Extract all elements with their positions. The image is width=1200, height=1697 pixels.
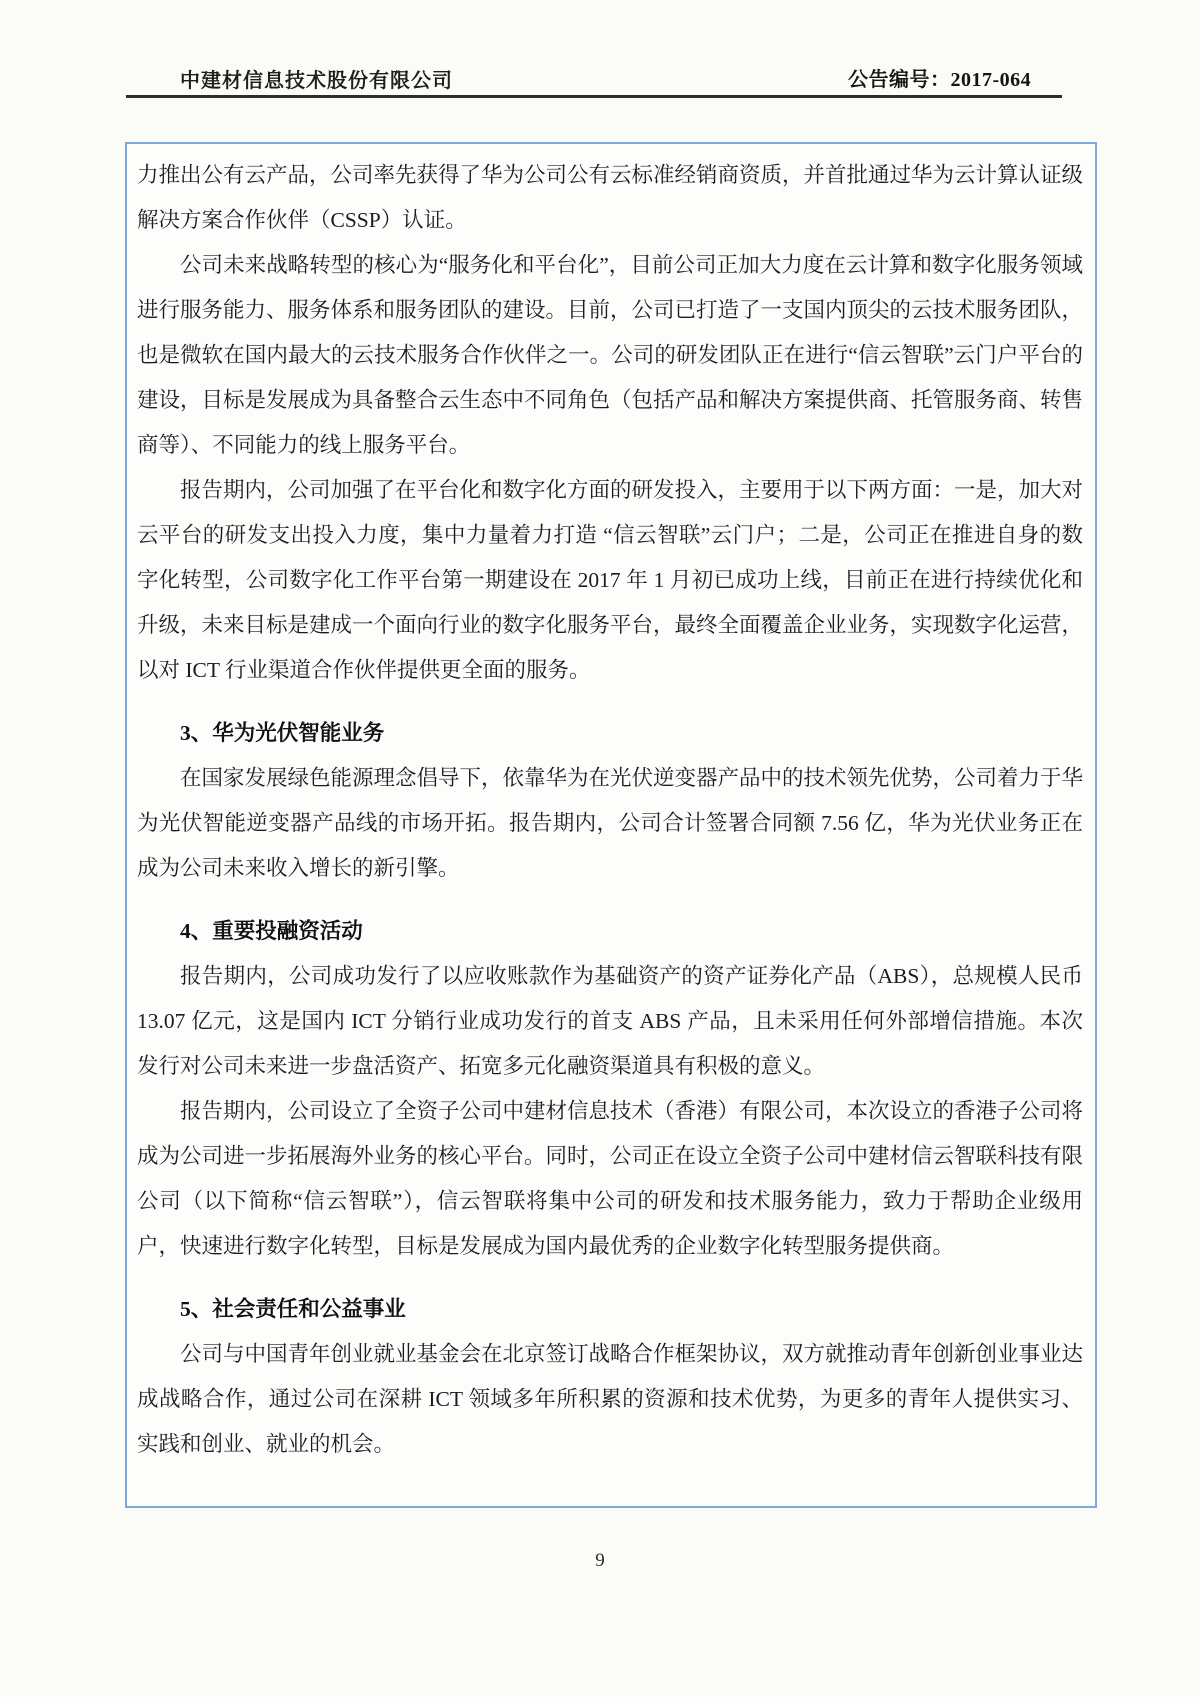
header-notice-number: 公告编号：2017-064 [848,69,1032,91]
header-company-name: 中建材信息技术股份有限公司 [180,70,453,92]
paragraph: 报告期内，公司设立了全资子公司中建材信息技术（香港）有限公司，本次设立的香港子公司将成为公司进一步拓展海外业务的核心平台。同时，公司正在设立全资子公司中建材信云智联科技有限公司（以下简称“信云智联”），信云智联将集中公司的研发和技术服务能力，致力于帮助企业级用户，快速进行数字化转型，目标是发展成为国内最优秀的企业数字化转型服务提供商。 [137,1099,1084,1258]
paragraph: 力推出公有云产品，公司率先获得了华为公司公有云标准经销商资质，并首批通过华为云计算认证级解决方案合作伙伴（CSSP）认证。 [137,163,1084,232]
paragraph: 在国家发展绿色能源理念倡导下，依靠华为在光伏逆变器产品中的技术领先优势，公司着力于华为光伏智能逆变器产品线的市场开拓。报告期内，公司合计签署合同额 7.56 亿，华为光伏业务正在成为公司未来收入增长的新引擎。 [137,766,1084,880]
paragraph: 报告期内，公司成功发行了以应收账款作为基础资产的资产证券化产品（ABS），总规模人民币 13.07 亿元，这是国内 ICT 分销行业成功发行的首支 ABS 产品，且未采用任何外部增信措施。本次发行对公司未来进一步盘活资产、拓宽多元化融资渠道具有积极的意义。 [137,964,1083,1078]
document-body [137,153,1083,1467]
section-heading: 5、社会责任和公益事业 [180,1297,406,1321]
header-divider [126,95,1062,98]
section-heading: 4、重要投融资活动 [180,919,363,943]
paragraph: 公司与中国青年创业就业基金会在北京签订战略合作框架协议，双方就推动青年创新创业事业达成战略合作，通过公司在深耕 ICT 领域多年所积累的资源和技术优势，为更多的青年人提供实习、实践和创业、就业的机会。 [137,1342,1084,1456]
paragraph: 报告期内，公司加强了在平台化和数字化方面的研发投入，主要用于以下两方面：一是，加大对云平台的研发支出投入力度，集中力量着力打造 “信云智联”云门户；二是，公司正在推进自身的数字化转型，公司数字化工作平台第一期建设在 2017 年 1 月初已成功上线，目前正在进行持续优化和升级，未来目标是建成一个面向行业的数字化服务平台，最终全面覆盖企业业务，实现数字化运营，以对 ICT 行业渠道合作伙伴提供更全面的服务。 [137,478,1084,682]
section-heading: 3、华为光伏智能业务 [180,721,385,745]
page-number: 9 [595,1550,605,1571]
document-content-box [125,142,1097,1508]
paragraph: 公司未来战略转型的核心为“服务化和平台化”，目前公司正加大力度在云计算和数字化服务领域进行服务能力、服务体系和服务团队的建设。目前，公司已打造了一支国内顶尖的云技术服务团队，也是微软在国内最大的云技术服务合作伙伴之一。公司的研发团队正在进行“信云智联”云门户平台的建设，目标是发展成为具备整合云生态中不同角色（包括产品和解决方案提供商、托管服务商、转售商等）、不同能力的线上服务平台。 [137,253,1084,457]
